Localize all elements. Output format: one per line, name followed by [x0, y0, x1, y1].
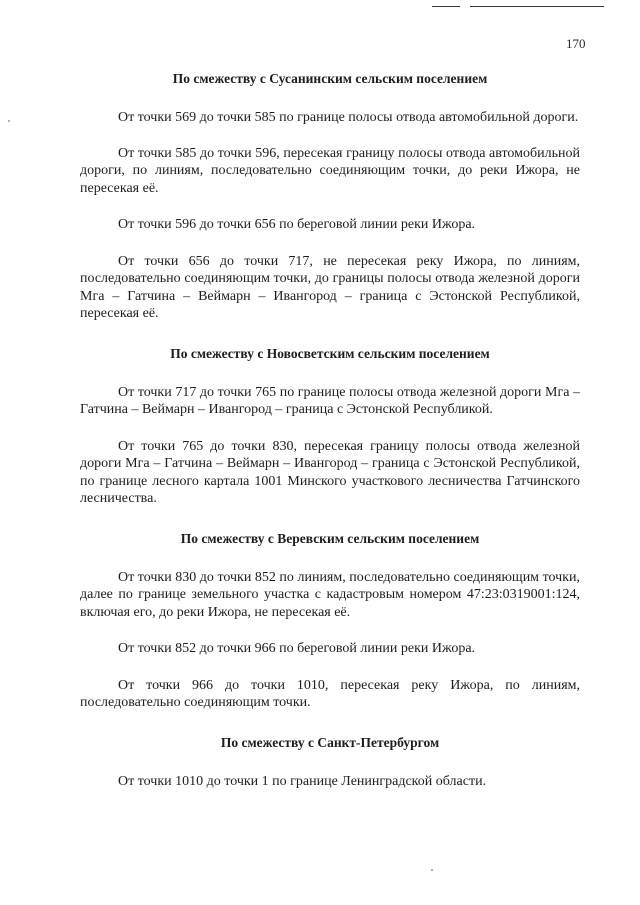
paragraph: От точки 1010 до точки 1 по границе Ленинградской области.	[118, 773, 487, 789]
section-heading: По смежеству с Веревским сельским поселением	[180, 530, 480, 546]
section-saint-petersburg	[80, 734, 580, 791]
section-heading: По смежеству с Санкт-Петербургом	[220, 734, 440, 750]
paragraph: От точки 569 до точки 585 по границе полосы отвода автомобильной дороги.	[118, 110, 579, 125]
scan-edge-line	[470, 6, 604, 7]
scan-speck	[431, 869, 433, 871]
page-number: 170	[566, 36, 586, 51]
paragraph: От точки 765 до точки 830, пересекая границу полосы отвода железной дороги Мга – Гатчина – Веймарн – Ивангород – граница с Эстонской Республикой, по границе лесного картала 1001 Минского участкового лесничества Гатчинского лесничества.	[80, 438, 580, 506]
paragraph: От точки 966 до точки 1010, пересекая реку Ижора, по линиям, последовательно соединяющим точки.	[80, 677, 580, 710]
scan-speck	[8, 120, 10, 122]
paragraph: От точки 585 до точки 596, пересекая границу полосы отвода автомобильной дороги, по линиям, последовательно соединяющим точки, до реки Ижора, не пересекая её.	[80, 145, 580, 196]
section-novosvetskoye	[80, 345, 580, 508]
paragraph: От точки 656 до точки 717, не пересекая реку Ижора, по линиям, последовательно соединяющим точки, до границы полосы отвода железной дороги Мга – Гатчина – Веймарн – Ивангород – граница с Эстонской Республикой, пересекая её.	[80, 253, 580, 321]
scan-edge-line	[432, 6, 460, 7]
document-body	[80, 70, 580, 790]
section-heading: По смежеству с Сусанинским сельским поселением	[172, 71, 488, 86]
paragraph: От точки 596 до точки 656 по береговой линии реки Ижора.	[118, 217, 476, 232]
paragraph: От точки 717 до точки 765 по границе полосы отвода железной дороги Мга – Гатчина – Веймарн – Ивангород – граница с Эстонской Республикой.	[80, 384, 580, 417]
section-heading: По смежеству с Новосветским сельским поселением	[170, 345, 490, 361]
paragraph: От точки 830 до точки 852 по линиям, последовательно соединяющим точки, далее по границе земельного участка с кадастровым номером 47:23:0319001:124, включая его, до реки Ижора, не пересекая её.	[80, 569, 580, 620]
section-susaninskoye	[80, 70, 580, 323]
paragraph: От точки 852 до точки 966 по береговой линии реки Ижора.	[118, 641, 476, 656]
section-verevskoye	[80, 530, 580, 712]
